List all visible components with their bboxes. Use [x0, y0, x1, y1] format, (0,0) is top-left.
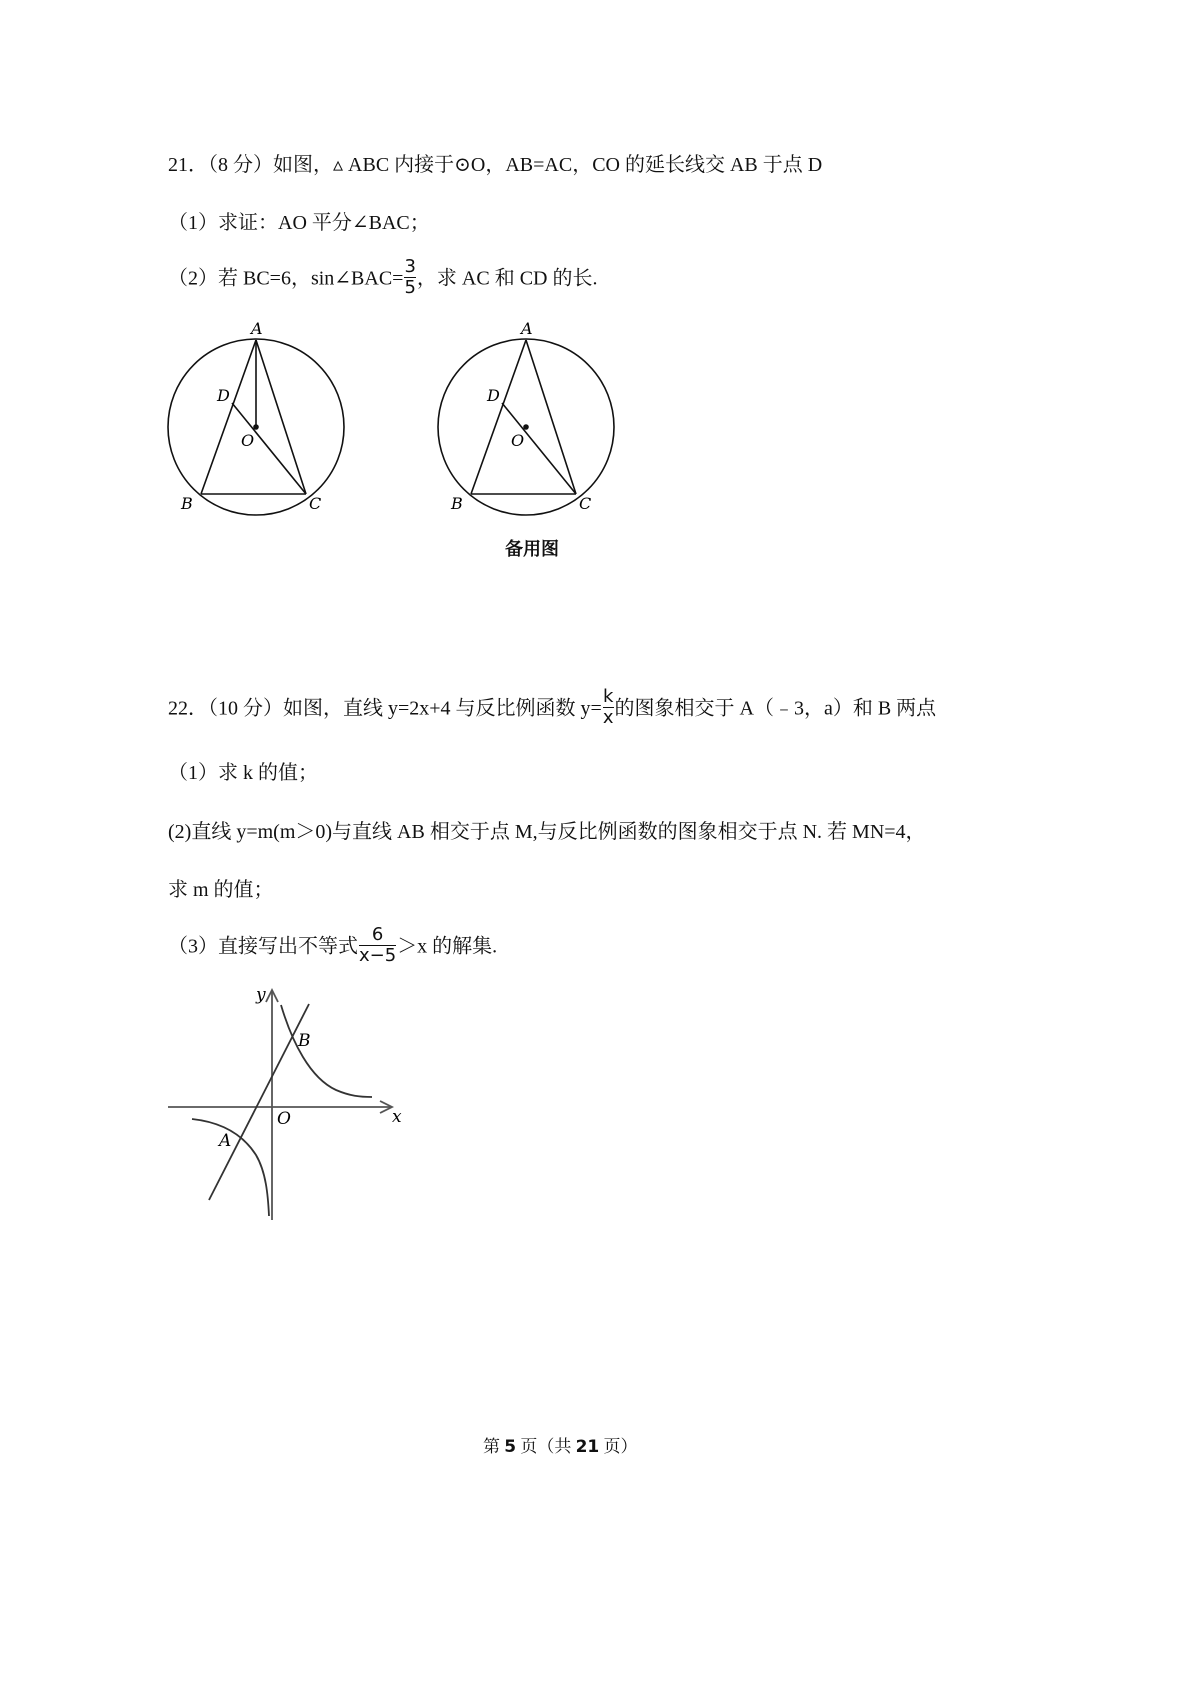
- label-o: O: [241, 431, 255, 450]
- label-b: B: [298, 1031, 311, 1051]
- label-b: B: [451, 494, 463, 513]
- q22-part1: （1）求 k 的值；: [168, 762, 318, 784]
- q22-part3-tail: ＞x 的解集.: [397, 935, 498, 958]
- q22-part3-fraction: [359, 926, 396, 966]
- q22-title-text: 22．（10 分）如图，直线 y=2x+4 与反比例函数 y=: [168, 697, 602, 720]
- fraction-numerator: 6: [371, 924, 384, 945]
- q22-part3-text: （3）直接写出不等式: [168, 935, 358, 958]
- q22-fraction: [603, 688, 614, 728]
- footer-page-number: 5: [504, 1437, 517, 1457]
- footer-prefix: 第: [483, 1437, 505, 1456]
- hyperbola-branch-q1: [281, 1005, 372, 1097]
- footer-suffix: 页）: [599, 1437, 638, 1456]
- label-a: A: [219, 1131, 232, 1151]
- point-o: [253, 424, 259, 430]
- q22-part3: [168, 924, 498, 968]
- label-a: A: [251, 319, 263, 338]
- label-b: B: [181, 494, 193, 513]
- fraction-denominator: x: [602, 706, 614, 728]
- footer-middle: 页（共: [516, 1437, 576, 1456]
- q22-part2-line2: 求 m 的值；: [168, 879, 274, 901]
- q21-part1: （1）求证：AO 平分∠BAC；: [168, 212, 430, 234]
- q21-title: 21．（8 分）如图，▵ ABC 内接于⊙O，AB=AC，CO 的延长线交 AB 于点 D: [168, 154, 823, 176]
- label-d: D: [217, 386, 230, 405]
- q22-graph: [160, 980, 420, 1230]
- fraction-numerator: k: [602, 686, 614, 707]
- label-o: O: [511, 431, 525, 450]
- label-y: y: [256, 985, 266, 1005]
- q21-figure-spare: [430, 315, 630, 525]
- label-d: D: [487, 386, 500, 405]
- label-c: C: [309, 494, 322, 513]
- page-footer: [483, 1432, 638, 1457]
- q21-figure-main: [160, 315, 360, 525]
- q21-part2: [168, 256, 598, 300]
- segment-ab: [471, 340, 526, 494]
- line-ab: [209, 1004, 309, 1200]
- segment-ac: [526, 340, 576, 494]
- fraction-numerator: 3: [404, 256, 416, 277]
- q22-title-tail: 的图象相交于 A（﹣3，a）和 B 两点: [614, 697, 937, 720]
- label-c: C: [579, 494, 592, 513]
- label-x: x: [392, 1107, 402, 1127]
- label-o: O: [277, 1109, 291, 1129]
- segment-ac: [256, 340, 306, 494]
- fraction-denominator: x−5: [359, 944, 397, 966]
- segment-ab: [201, 340, 256, 494]
- q22-part2-line1: (2)直线 y=m(m＞0)与直线 AB 相交于点 M,与反比例函数的图象相交于点 N. 若 MN=4，: [168, 821, 926, 843]
- q21-fraction: [404, 258, 415, 298]
- spare-figure-caption: 备用图: [505, 539, 559, 560]
- fraction-denominator: 5: [404, 276, 416, 298]
- point-o: [523, 424, 529, 430]
- q21-part2-text: （2）若 BC=6，sin∠BAC=: [168, 267, 404, 290]
- q22-title: [168, 686, 937, 730]
- footer-total-pages: 21: [575, 1437, 600, 1457]
- label-a: A: [521, 319, 533, 338]
- q21-part2-tail: ，求 AC 和 CD 的长.: [416, 267, 598, 290]
